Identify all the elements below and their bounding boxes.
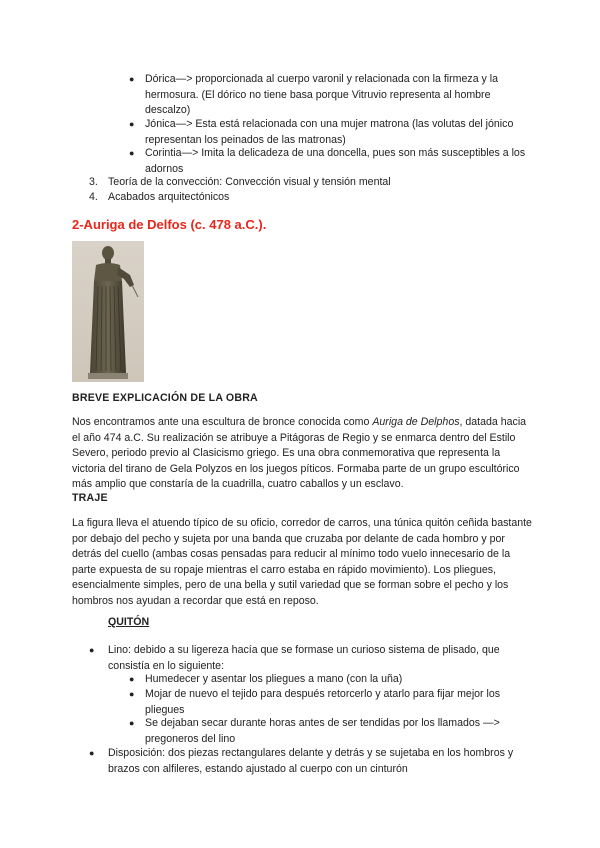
traje-paragraph: La figura lleva el atuendo típico de su oficio, corredor de carros, una túnica quitón ceñida bastante por debajo del pecho y sujeta por una banda que cruzaba por delante de cada hombro y por detrás del cuello (ambas cosas pensadas para reducir al mínimo todo vuelo innecesario de la parte expuesta de su ropaje mientras el carro estaba en rápido movimiento). Los pliegues, esencialmente simples, pero de una bella y sutil variedad que se forman sobre el pecho y los hombros nos ayudan a recordar que está en reposo.	[72, 517, 532, 607]
quiton-step: Se dejaban secar durante horas antes de ser tendidas por los llamados —> pregoneros del lino	[145, 717, 500, 745]
bullet-icon: ●	[129, 148, 135, 158]
quiton-heading: QUITÓN	[108, 616, 150, 628]
traje-heading: TRAJE	[72, 492, 108, 504]
bullet-icon: ●	[129, 119, 135, 129]
section-title: 2-Auriga de Delfos (c. 478 a.C.).	[72, 217, 267, 232]
breve-paragraph	[72, 415, 534, 493]
quiton-disposicion: Disposición: dos piezas rectangulares delante y detrás y se sujetaba en los hombros y brazos con alfileres, estando ajustado al cuerpo con un cinturón	[108, 747, 514, 775]
list-number: 4.	[89, 191, 98, 203]
bullet-icon: ●	[129, 689, 135, 699]
bullet-icon: ●	[129, 674, 135, 684]
order-ionic: Jónica—> Esta está relacionada con una mujer matrona (las volutas del jónico representan los peinados de las matronas)	[145, 118, 514, 146]
numbered-item: Acabados arquitectónicos	[108, 191, 230, 203]
auriga-statue-image	[72, 241, 144, 382]
bullet-icon: ●	[129, 718, 135, 728]
quiton-step: Mojar de nuevo el tejido para después retorcerlo y atarlo para fijar mejor los pliegues	[145, 688, 501, 716]
breve-text-1: Nos encontramos ante una escultura de bronce conocida como	[72, 416, 373, 428]
numbered-item: Teoría de la convección: Convección visual y tensión mental	[108, 176, 391, 188]
quiton-lino: Lino: debido a su ligereza hacía que se formase un curioso sistema de plisado, que consistía en lo siguiente:	[108, 644, 500, 672]
order-corinthian: Corintia—> Imita la delicadeza de una doncella, pues son más susceptibles a los adornos	[145, 147, 526, 175]
bullet-icon: ●	[129, 74, 135, 84]
breve-italic-title: Auriga de Delphos	[372, 416, 460, 428]
quiton-step: Humedecer y asentar los pliegues a mano (con la uña)	[145, 673, 403, 685]
breve-heading: BREVE EXPLICACIÓN DE LA OBRA	[72, 392, 258, 404]
order-doric: Dórica—> proporcionada al cuerpo varonil y relacionada con la firmeza y la hermosura. (El dórico no tiene basa porque Vitruvio representa al hombre descalzo)	[145, 73, 499, 116]
bullet-icon: ●	[89, 645, 95, 655]
breve-text-2: , datada hacia el año 474 a.C. Su realización se atribuye a Pitágoras de Regio y se enmarca dentro del Estilo Severo, periodo previo al Clasicismo griego. Es una obra conmemorativa que representa la victoria del tirano de Gela Polyzos en los juegos píticos. Formaba parte de un grupo escultórico más amplio que constaría de la cuadrilla, cuatro caballos y un esclavo.	[72, 416, 527, 490]
list-number: 3.	[89, 176, 98, 188]
bullet-icon: ●	[89, 748, 95, 758]
